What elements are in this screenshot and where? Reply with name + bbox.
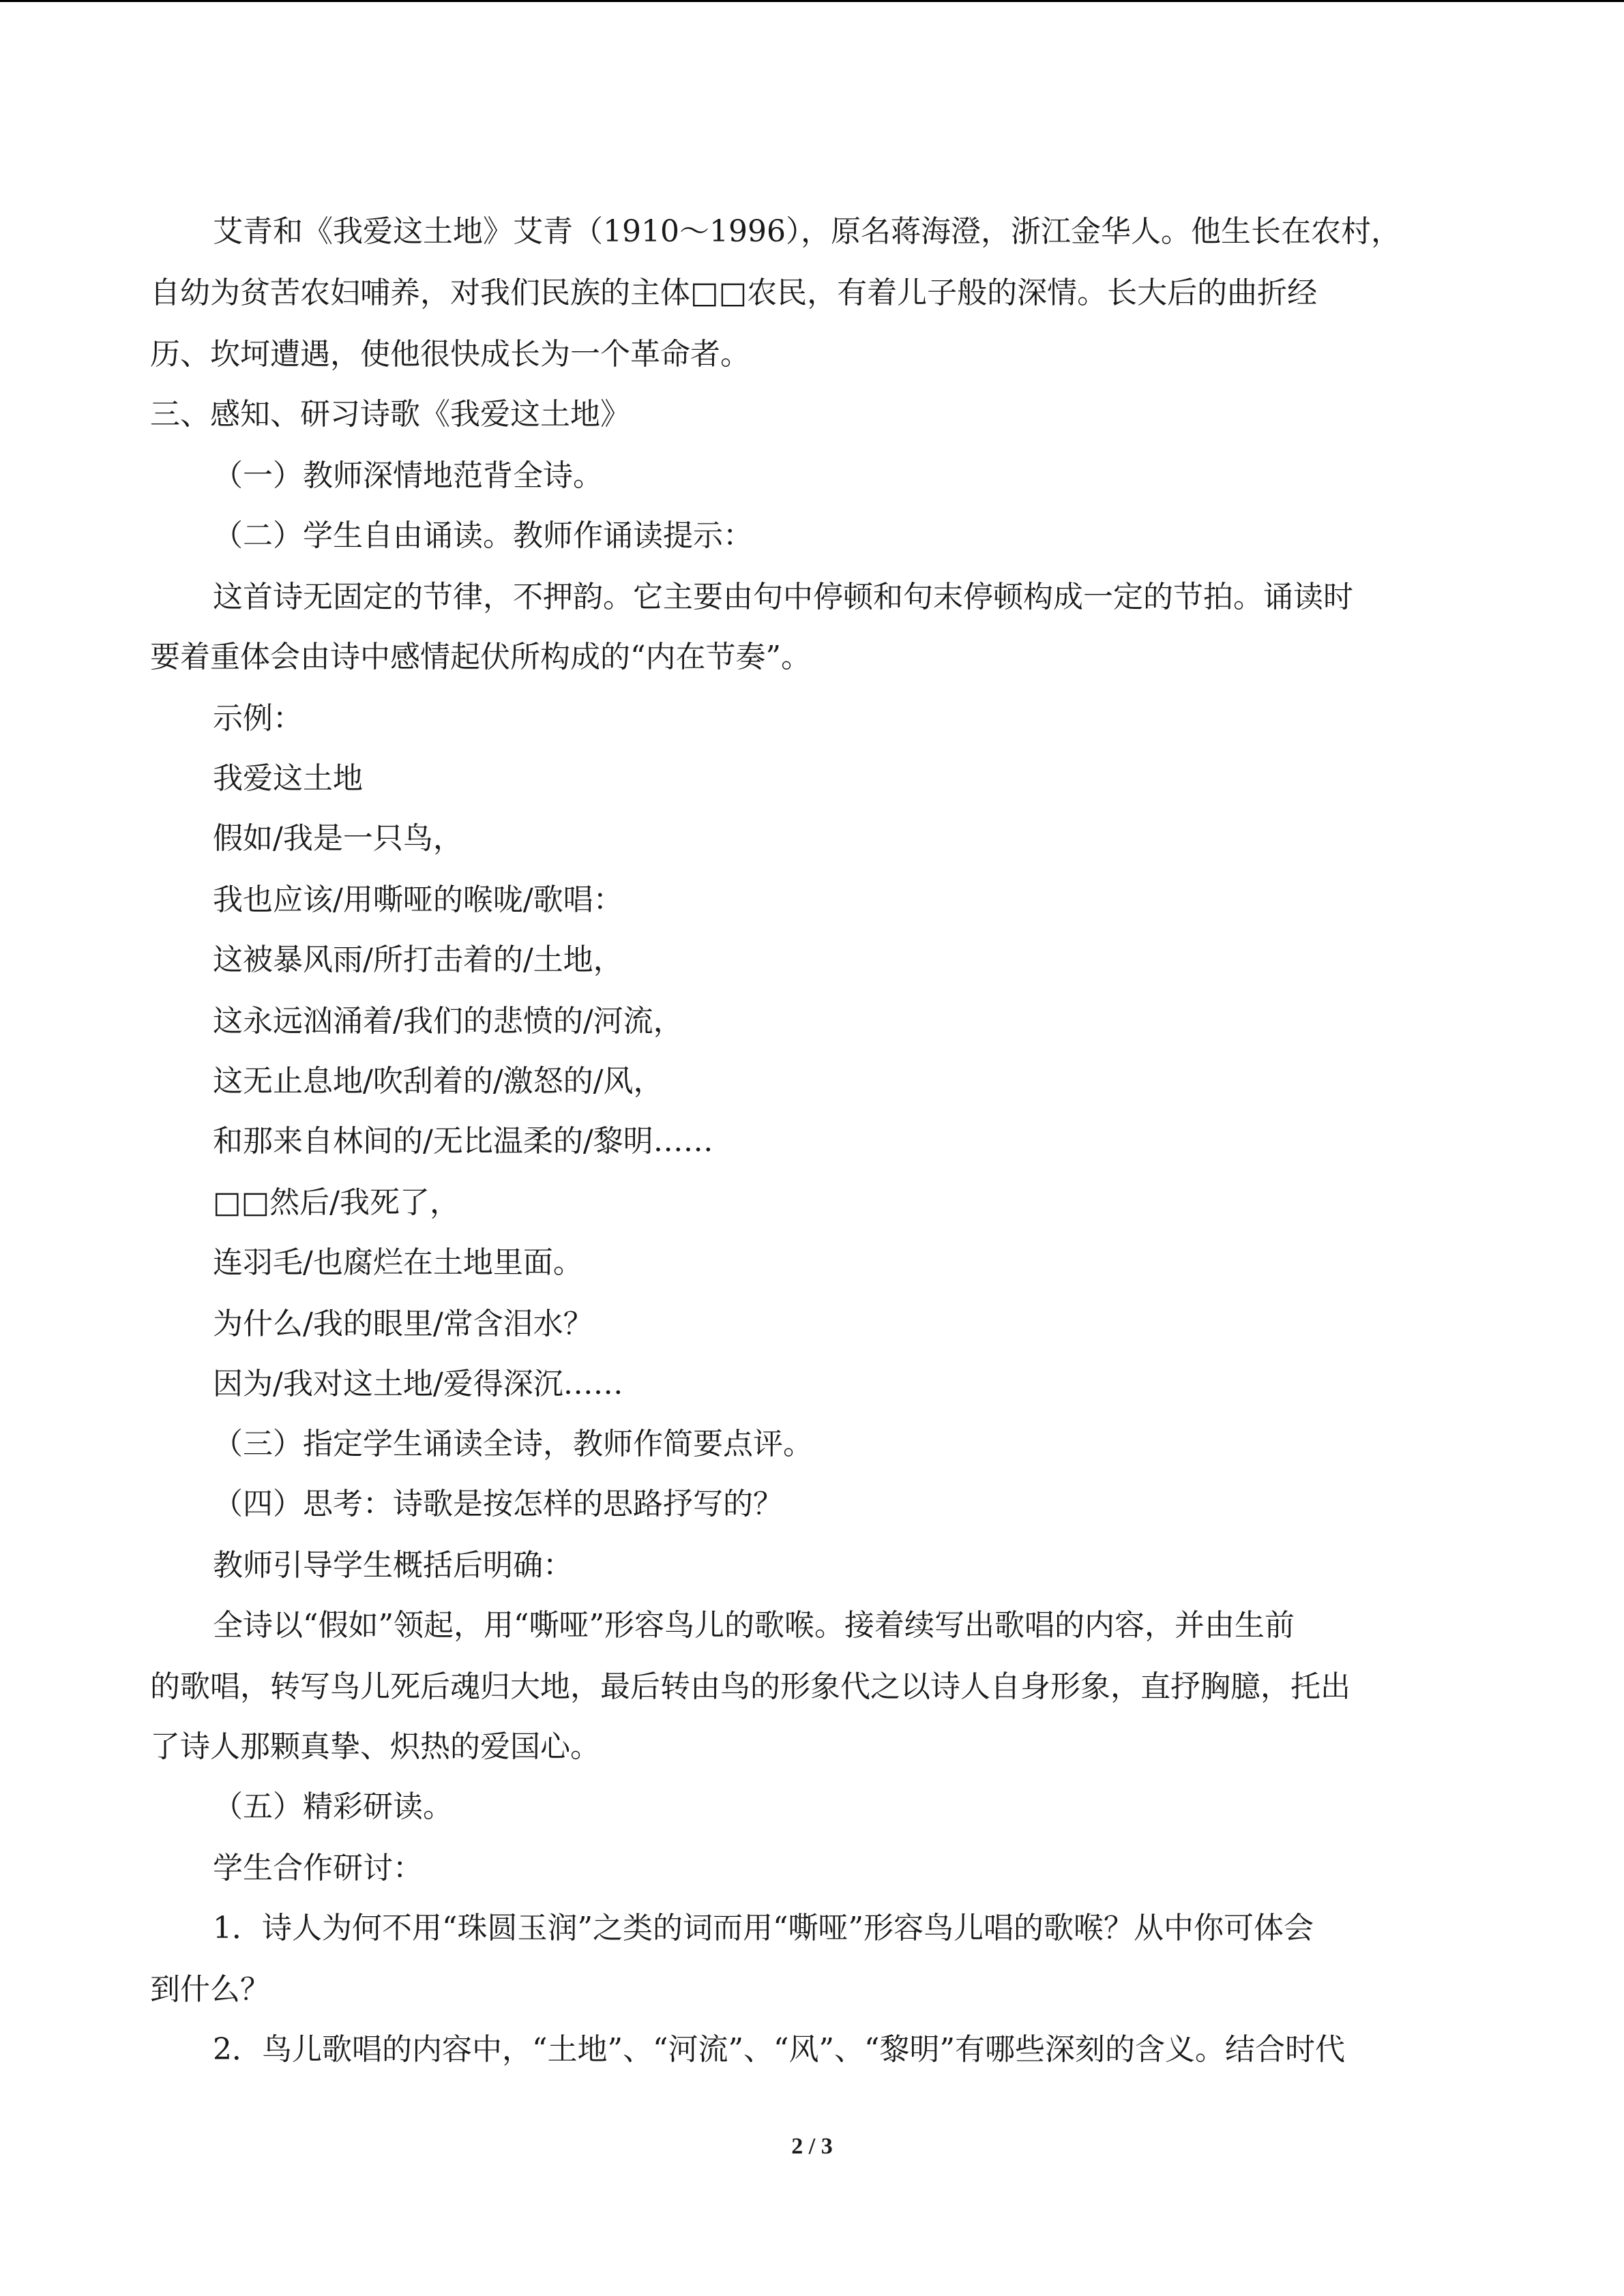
- paragraph-line: 全诗以“假如”领起，用“嘶哑”形容鸟儿的歌喉。接着续写出歌唱的内容，并由生前: [213, 1608, 1295, 1643]
- poem-line: 因为/我对这土地/爱得深沉……: [213, 1367, 623, 1401]
- poem-line: 假如/我是一只鸟，: [213, 821, 463, 856]
- paragraph-line: （三）指定学生诵读全诗，教师作简要点评。: [213, 1427, 813, 1461]
- page-top-border: [0, 0, 1624, 2]
- poem-line: 连羽毛/也腐烂在土地里面。: [213, 1245, 583, 1280]
- paragraph-line: 2．鸟儿歌唱的内容中，“土地”、“河流”、“风”、“黎明”有哪些深刻的含义。结合时代: [213, 2032, 1345, 2067]
- paragraph-line: 学生合作研讨：: [213, 1851, 423, 1885]
- paragraph-line: 了诗人那颗真挚、炽热的爱国心。: [150, 1729, 600, 1764]
- poem-line: □□然后/我死了，: [213, 1185, 460, 1220]
- poem-line: 这无止息地/吹刮着的/激怒的/风，: [213, 1064, 664, 1099]
- paragraph-line: 到什么？: [150, 1972, 270, 2007]
- paragraph-line: 的歌唱，转写鸟儿死后魂归大地，最后转由鸟的形象代之以诗人自身形象，直抒胸臆，托出: [150, 1669, 1350, 1704]
- paragraph-line: 自幼为贫苦农妇哺养，对我们民族的主体□□农民，有着儿子般的深情。长大后的曲折经: [150, 275, 1318, 310]
- paragraph-line: 教师引导学生概括后明确：: [213, 1548, 573, 1583]
- paragraph-line: 历、坎坷遭遇，使他很快成长为一个革命者。: [150, 337, 750, 372]
- paragraph-line: 1．诗人为何不用“珠圆玉润”之类的词而用“嘶哑”形容鸟儿唱的歌喉？从中你可体会: [213, 1911, 1314, 1945]
- poem-line: 和那来自林间的/无比温柔的/黎明……: [213, 1124, 713, 1159]
- paragraph-line: （一）教师深情地范背全诗。: [213, 458, 603, 493]
- poem-title: 我爱这土地: [213, 761, 363, 796]
- paragraph-line: （二）学生自由诵读。教师作诵读提示：: [213, 518, 753, 553]
- paragraph-line: 要着重体会由诗中感情起伏所构成的“内在节奏”。: [150, 640, 811, 674]
- poem-line: 为什么/我的眼里/常含泪水？: [213, 1307, 593, 1341]
- paragraph-line: （四）思考：诗歌是按怎样的思路抒写的？: [213, 1487, 783, 1521]
- page-number: 2 / 3: [791, 2134, 833, 2159]
- paragraph-line: 示例：: [213, 701, 303, 736]
- poem-line: 这被暴风雨/所打击着的/土地，: [213, 942, 623, 977]
- paragraph-line: 这首诗无固定的节律，不押韵。它主要由句中停顿和句末停顿构成一定的节拍。诵读时: [213, 580, 1353, 614]
- paragraph-line: 艾青和《我爱这土地》艾青（1910～1996），原名蒋海澄，浙江金华人。他生长在农村，: [213, 214, 1401, 249]
- section-heading: 三、感知、研习诗歌《我爱这土地》: [150, 397, 630, 432]
- poem-line: 我也应该/用嘶哑的喉咙/歌唱：: [213, 882, 623, 917]
- poem-line: 这永远汹涌着/我们的悲愤的/河流，: [213, 1004, 683, 1039]
- paragraph-line: （五）精彩研读。: [213, 1789, 453, 1824]
